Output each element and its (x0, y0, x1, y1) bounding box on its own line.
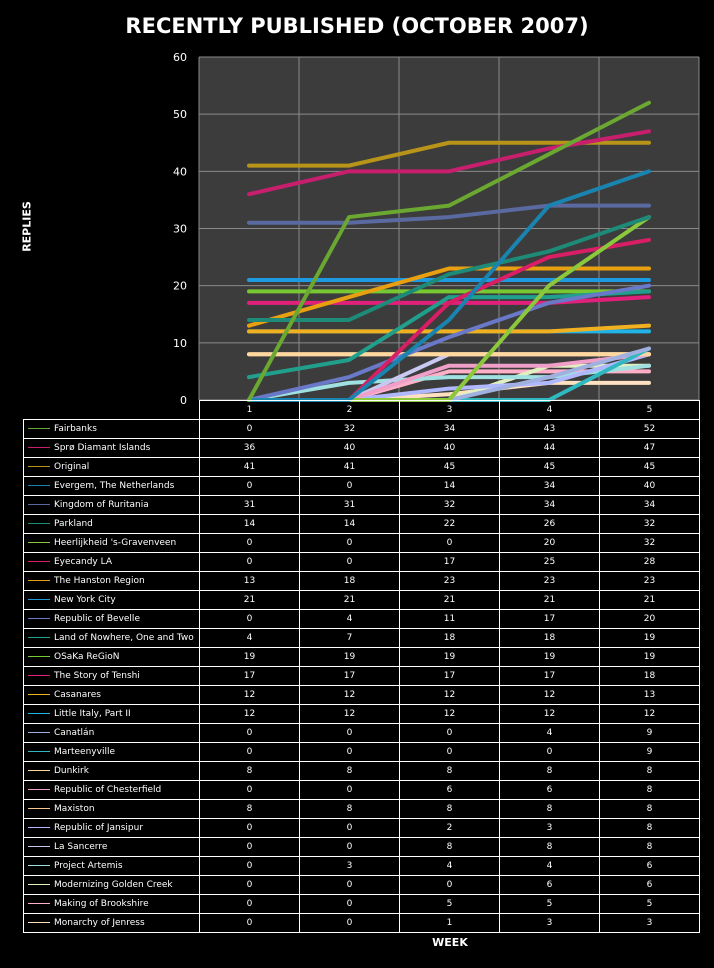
data-label: 41 (300, 458, 400, 477)
data-label: 45 (400, 458, 500, 477)
legend-entry: Republic of Jansipur (24, 819, 200, 838)
data-label: 6 (600, 876, 700, 895)
legend-entry: Sprø Diamant Islands (24, 439, 200, 458)
data-label: 8 (300, 762, 400, 781)
data-label: 0 (300, 838, 400, 857)
table-row (24, 648, 700, 667)
data-label: 32 (400, 496, 500, 515)
table-row (24, 724, 700, 743)
legend-entry: Little Italy, Part II (24, 705, 200, 724)
table-row (24, 534, 700, 553)
data-label: 31 (300, 496, 400, 515)
legend-entry: Parkland (24, 515, 200, 534)
data-label: 0 (500, 743, 600, 762)
legend-key (28, 504, 50, 505)
data-label: 18 (400, 629, 500, 648)
data-label: 12 (300, 705, 400, 724)
data-label: 26 (500, 515, 600, 534)
data-label: 8 (200, 762, 300, 781)
data-label: 0 (200, 420, 300, 439)
data-label: 17 (400, 553, 500, 572)
data-label: 8 (500, 800, 600, 819)
data-label: 0 (200, 724, 300, 743)
data-label: 12 (400, 686, 500, 705)
data-label: 12 (500, 705, 600, 724)
data-label: 4 (300, 610, 400, 629)
data-label: 13 (600, 686, 700, 705)
legend-entry: Project Artemis (24, 857, 200, 876)
table-row (24, 591, 700, 610)
data-label: 21 (600, 591, 700, 610)
legend-entry: Monarchy of Jenress (24, 914, 200, 933)
legend-key (28, 618, 50, 619)
legend-entry: The Hanston Region (24, 572, 200, 591)
table-row (24, 458, 700, 477)
x-tick-label: 1 (200, 401, 300, 420)
data-label: 23 (400, 572, 500, 591)
data-label: 17 (500, 610, 600, 629)
data-label: 0 (300, 477, 400, 496)
data-label: 0 (200, 743, 300, 762)
data-label: 0 (300, 781, 400, 800)
legend-key (28, 561, 50, 562)
data-label: 0 (200, 895, 300, 914)
chart-title: RECENTLY PUBLISHED (OCTOBER 2007) (125, 14, 589, 38)
data-label: 0 (400, 743, 500, 762)
data-label: 25 (500, 553, 600, 572)
data-label: 0 (300, 534, 400, 553)
legend-key (28, 903, 50, 904)
legend-entry: Land of Nowhere, One and Two (24, 629, 200, 648)
data-label: 14 (200, 515, 300, 534)
y-tick-label: 40 (173, 165, 187, 179)
data-label: 0 (200, 876, 300, 895)
legend-key (28, 447, 50, 448)
table-row (24, 420, 700, 439)
table-row (24, 762, 700, 781)
data-label: 0 (200, 914, 300, 933)
legend-entry: The Story of Tenshi (24, 667, 200, 686)
data-label: 0 (300, 895, 400, 914)
table-row (24, 515, 700, 534)
line-chart (0, 0, 714, 420)
data-label: 21 (200, 591, 300, 610)
legend-entry: Heerlijkheid 's-Gravenveen (24, 534, 200, 553)
data-label: 8 (400, 762, 500, 781)
data-label: 18 (500, 629, 600, 648)
legend-key (28, 732, 50, 733)
x-tick-label: 4 (500, 401, 600, 420)
table-row (24, 705, 700, 724)
legend-key (28, 884, 50, 885)
legend-entry: Canatlán (24, 724, 200, 743)
data-label: 47 (600, 439, 700, 458)
data-label: 0 (200, 553, 300, 572)
data-label: 20 (500, 534, 600, 553)
legend-key (28, 694, 50, 695)
table-row (24, 629, 700, 648)
data-label: 3 (300, 857, 400, 876)
data-label: 6 (500, 876, 600, 895)
table-row (24, 572, 700, 591)
data-label: 21 (500, 591, 600, 610)
data-label: 8 (600, 819, 700, 838)
data-label: 12 (200, 686, 300, 705)
data-label: 0 (300, 553, 400, 572)
y-tick-label: 0 (180, 394, 187, 407)
data-label: 0 (400, 876, 500, 895)
data-label: 5 (400, 895, 500, 914)
table-row (24, 686, 700, 705)
table-row (24, 895, 700, 914)
table-row (24, 496, 700, 515)
data-label: 0 (300, 743, 400, 762)
legend-key (28, 580, 50, 581)
data-label: 8 (500, 762, 600, 781)
data-label: 12 (400, 705, 500, 724)
data-label: 4 (500, 724, 600, 743)
data-label: 43 (500, 420, 600, 439)
data-label: 12 (200, 705, 300, 724)
legend-key (28, 466, 50, 467)
data-label: 21 (300, 591, 400, 610)
data-label: 6 (400, 781, 500, 800)
legend-key (28, 789, 50, 790)
data-label: 3 (500, 914, 600, 933)
data-label: 0 (200, 781, 300, 800)
table-row (24, 477, 700, 496)
data-label: 6 (600, 857, 700, 876)
legend-entry: Dunkirk (24, 762, 200, 781)
legend-key (28, 542, 50, 543)
table-row (24, 914, 700, 933)
legend-key (28, 713, 50, 714)
table-row (24, 610, 700, 629)
data-label: 40 (600, 477, 700, 496)
data-label: 0 (400, 724, 500, 743)
legend-entry: Marteenyville (24, 743, 200, 762)
y-tick-label: 10 (173, 336, 187, 350)
data-label: 8 (200, 800, 300, 819)
data-label: 0 (300, 876, 400, 895)
data-label: 8 (300, 800, 400, 819)
data-label: 19 (200, 648, 300, 667)
data-label: 31 (200, 496, 300, 515)
data-label: 4 (400, 857, 500, 876)
data-label: 13 (200, 572, 300, 591)
legend-entry: Kingdom of Ruritania (24, 496, 200, 515)
legend-entry: Eyecandy LA (24, 553, 200, 572)
data-label: 41 (200, 458, 300, 477)
x-axis-label: WEEK (432, 936, 468, 949)
x-tick-label: 3 (400, 401, 500, 420)
data-label: 40 (300, 439, 400, 458)
data-label: 34 (400, 420, 500, 439)
data-label: 45 (500, 458, 600, 477)
table-row (24, 439, 700, 458)
data-label: 5 (600, 895, 700, 914)
data-label: 7 (300, 629, 400, 648)
data-label: 0 (200, 534, 300, 553)
table-row (24, 876, 700, 895)
legend-key (28, 827, 50, 828)
data-label: 17 (400, 667, 500, 686)
table-row (24, 781, 700, 800)
legend-key (28, 656, 50, 657)
data-label: 8 (600, 762, 700, 781)
data-label: 3 (600, 914, 700, 933)
legend-entry: Republic of Chesterfield (24, 781, 200, 800)
data-label: 12 (300, 686, 400, 705)
data-label: 12 (600, 705, 700, 724)
data-label: 0 (200, 857, 300, 876)
legend-key (28, 637, 50, 638)
data-label: 36 (200, 439, 300, 458)
y-tick-label: 30 (173, 222, 187, 236)
data-label: 52 (600, 420, 700, 439)
data-label: 18 (600, 667, 700, 686)
legend-key (28, 846, 50, 847)
data-label: 18 (300, 572, 400, 591)
data-label: 28 (600, 553, 700, 572)
data-label: 11 (400, 610, 500, 629)
legend-entry: La Sancerre (24, 838, 200, 857)
y-tick-label: 20 (173, 279, 187, 293)
data-label: 17 (300, 667, 400, 686)
data-label: 14 (300, 515, 400, 534)
table-row (24, 743, 700, 762)
table-row (24, 553, 700, 572)
table-row (24, 838, 700, 857)
y-axis-label: REPLIES (20, 201, 34, 252)
legend-entry: OSaKa ReGioN (24, 648, 200, 667)
legend-entry: New York City (24, 591, 200, 610)
legend-entry: Maxiston (24, 800, 200, 819)
data-label: 4 (200, 629, 300, 648)
data-label: 19 (500, 648, 600, 667)
data-label: 19 (300, 648, 400, 667)
legend-entry: Original (24, 458, 200, 477)
data-label: 0 (300, 724, 400, 743)
legend-entry: Casanares (24, 686, 200, 705)
legend-key (28, 922, 50, 923)
data-label: 8 (500, 838, 600, 857)
legend-key (28, 808, 50, 809)
data-label: 23 (500, 572, 600, 591)
data-label: 9 (600, 724, 700, 743)
y-tick-label: 50 (173, 108, 187, 122)
legend-entry: Republic of Bevelle (24, 610, 200, 629)
data-label: 23 (600, 572, 700, 591)
legend-entry: Making of Brookshire (24, 895, 200, 914)
data-label: 40 (400, 439, 500, 458)
data-label: 0 (300, 914, 400, 933)
data-label: 8 (400, 800, 500, 819)
table-row (24, 857, 700, 876)
table-row (24, 819, 700, 838)
data-label: 19 (600, 629, 700, 648)
data-label: 8 (600, 800, 700, 819)
data-label: 5 (500, 895, 600, 914)
data-label: 0 (200, 838, 300, 857)
legend-key (28, 865, 50, 866)
y-tick-labels (173, 51, 187, 407)
data-label: 44 (500, 439, 600, 458)
data-label: 32 (300, 420, 400, 439)
data-label: 8 (600, 838, 700, 857)
legend-key (28, 599, 50, 600)
data-label: 8 (400, 838, 500, 857)
data-label: 17 (500, 667, 600, 686)
data-label: 12 (500, 686, 600, 705)
data-label: 3 (500, 819, 600, 838)
legend-key (28, 428, 50, 429)
data-label: 19 (400, 648, 500, 667)
y-tick-label: 60 (173, 51, 187, 64)
data-label: 9 (600, 743, 700, 762)
data-label: 45 (600, 458, 700, 477)
data-label: 8 (600, 781, 700, 800)
legend-key (28, 523, 50, 524)
data-label: 34 (500, 477, 600, 496)
data-label: 4 (500, 857, 600, 876)
data-label: 22 (400, 515, 500, 534)
data-label: 0 (200, 819, 300, 838)
data-label: 1 (400, 914, 500, 933)
data-label: 19 (600, 648, 700, 667)
x-tick-label: 2 (300, 401, 400, 420)
data-label: 14 (400, 477, 500, 496)
data-label: 21 (400, 591, 500, 610)
table-row (24, 667, 700, 686)
legend-entry: Modernizing Golden Creek (24, 876, 200, 895)
data-label: 0 (200, 477, 300, 496)
data-label: 0 (400, 534, 500, 553)
table-row (24, 800, 700, 819)
table-corner (24, 401, 200, 420)
legend-entry: Evergem, The Netherlands (24, 477, 200, 496)
legend-key (28, 675, 50, 676)
legend-key (28, 485, 50, 486)
data-label: 34 (500, 496, 600, 515)
data-label: 34 (600, 496, 700, 515)
legend-key (28, 751, 50, 752)
data-label: 32 (600, 515, 700, 534)
data-label: 17 (200, 667, 300, 686)
data-label: 0 (200, 610, 300, 629)
data-label: 6 (500, 781, 600, 800)
x-tick-label: 5 (600, 401, 700, 420)
data-label: 20 (600, 610, 700, 629)
legend-key (28, 770, 50, 771)
data-label: 32 (600, 534, 700, 553)
data-table (23, 400, 700, 933)
legend-entry: Fairbanks (24, 420, 200, 439)
data-label: 2 (400, 819, 500, 838)
data-label: 0 (300, 819, 400, 838)
